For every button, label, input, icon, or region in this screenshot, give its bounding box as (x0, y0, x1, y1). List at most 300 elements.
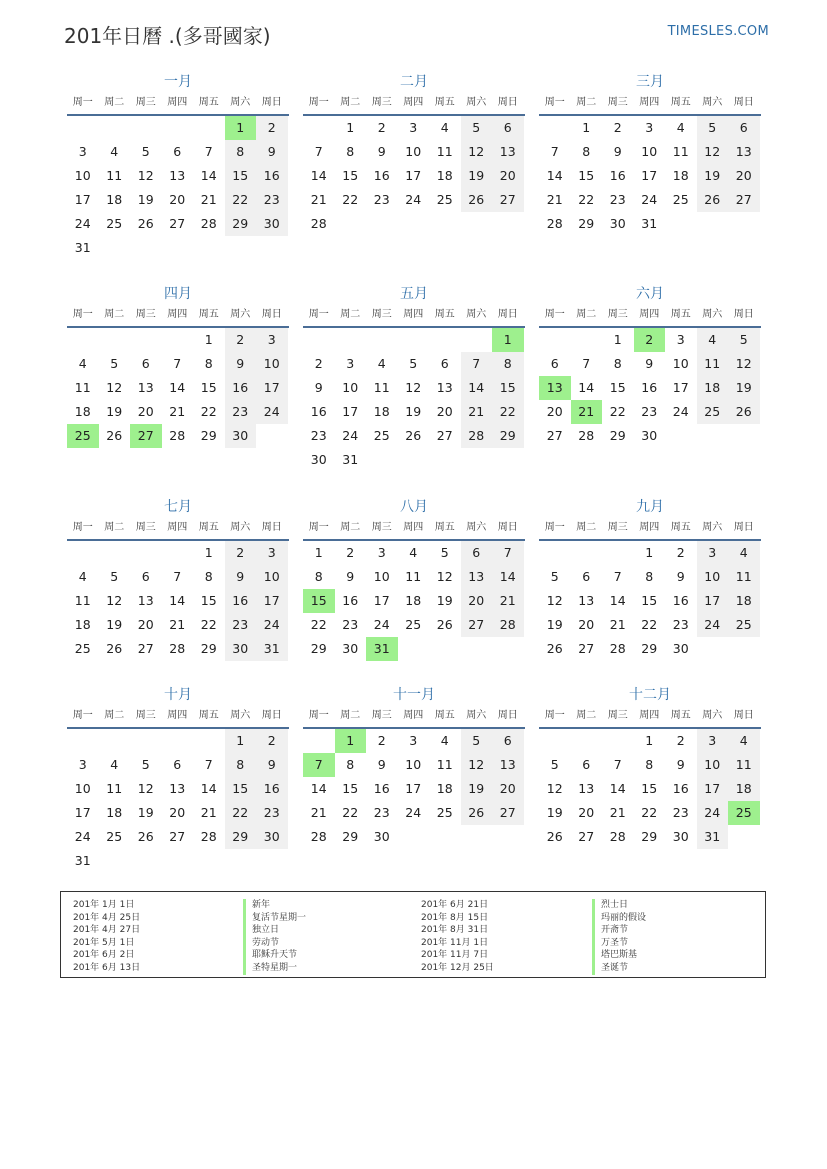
day-cell[interactable]: 6 (440, 356, 449, 371)
day-cell[interactable]: 3 (697, 541, 729, 565)
day-cell[interactable]: 10 (256, 352, 288, 376)
day-cell[interactable]: 3 (409, 733, 418, 748)
day-cell[interactable]: 5 (440, 545, 449, 560)
day-cell[interactable]: 13 (728, 140, 760, 164)
day-cell[interactable]: 19 (137, 805, 154, 820)
day-cell[interactable]: 7 (461, 352, 493, 376)
day-cell[interactable]: 19 (405, 404, 422, 419)
day-cell[interactable]: 15 (342, 168, 359, 183)
day-cell[interactable]: 11 (697, 352, 729, 376)
day-cell[interactable]: 3 (78, 144, 87, 159)
day-cell[interactable]: 21 (609, 617, 626, 632)
day-cell[interactable]: 22 (310, 617, 327, 632)
day-cell[interactable]: 27 (137, 641, 154, 656)
day-cell[interactable]: 25 (106, 216, 123, 231)
day-cell[interactable]: 1 (645, 545, 654, 560)
day-cell[interactable]: 22 (342, 805, 359, 820)
day-cell[interactable]: 20 (578, 805, 595, 820)
day-cell[interactable]: 16 (310, 404, 327, 419)
day-cell[interactable]: 14 (200, 168, 217, 183)
day-cell[interactable]: 19 (106, 404, 123, 419)
day-cell[interactable]: 7 (303, 753, 335, 777)
day-cell[interactable]: 13 (578, 781, 595, 796)
day-cell[interactable]: 26 (461, 188, 493, 212)
day-cell[interactable]: 31 (366, 637, 398, 661)
day-cell[interactable]: 7 (204, 144, 213, 159)
day-cell[interactable]: 4 (78, 356, 87, 371)
day-cell[interactable]: 8 (645, 569, 654, 584)
day-cell[interactable]: 2 (225, 328, 257, 352)
brand-logo[interactable]: TIMESLES.COM (667, 24, 769, 39)
day-cell[interactable]: 19 (697, 164, 729, 188)
day-cell[interactable]: 11 (728, 753, 760, 777)
day-cell[interactable]: 17 (405, 168, 422, 183)
day-cell[interactable]: 31 (74, 240, 91, 255)
day-cell[interactable]: 7 (613, 757, 622, 772)
day-cell[interactable]: 27 (578, 641, 595, 656)
day-cell[interactable]: 28 (609, 829, 626, 844)
day-cell[interactable]: 24 (697, 613, 729, 637)
day-cell[interactable]: 27 (546, 428, 563, 443)
day-cell[interactable]: 27 (578, 829, 595, 844)
day-cell[interactable]: 27 (169, 216, 186, 231)
day-cell[interactable]: 7 (492, 541, 524, 565)
day-cell[interactable]: 19 (461, 164, 493, 188)
day-cell[interactable]: 5 (461, 729, 493, 753)
day-cell[interactable]: 20 (492, 777, 524, 801)
day-cell[interactable]: 18 (373, 404, 390, 419)
day-cell[interactable]: 1 (492, 328, 524, 352)
day-cell[interactable]: 9 (676, 569, 685, 584)
day-cell[interactable]: 29 (492, 424, 524, 448)
day-cell[interactable]: 18 (728, 589, 760, 613)
day-cell[interactable]: 21 (310, 192, 327, 207)
day-cell[interactable]: 1 (225, 729, 257, 753)
day-cell[interactable]: 8 (582, 144, 591, 159)
day-cell[interactable]: 20 (169, 192, 186, 207)
day-cell[interactable]: 16 (342, 593, 359, 608)
day-cell[interactable]: 30 (310, 452, 327, 467)
day-cell[interactable]: 26 (137, 829, 154, 844)
day-cell[interactable]: 1 (225, 116, 257, 140)
day-cell[interactable]: 13 (461, 565, 493, 589)
day-cell[interactable]: 23 (225, 613, 257, 637)
day-cell[interactable]: 26 (405, 428, 422, 443)
day-cell[interactable]: 6 (582, 569, 591, 584)
day-cell[interactable]: 14 (546, 168, 563, 183)
day-cell[interactable]: 4 (78, 569, 87, 584)
day-cell[interactable]: 8 (314, 569, 323, 584)
day-cell[interactable]: 3 (78, 757, 87, 772)
day-cell[interactable]: 13 (436, 380, 453, 395)
day-cell[interactable]: 20 (436, 404, 453, 419)
day-cell[interactable]: 6 (582, 757, 591, 772)
day-cell[interactable]: 6 (550, 356, 559, 371)
day-cell[interactable]: 22 (609, 404, 626, 419)
day-cell[interactable]: 28 (200, 829, 217, 844)
day-cell[interactable]: 1 (204, 332, 213, 347)
day-cell[interactable]: 8 (225, 753, 257, 777)
day-cell[interactable]: 3 (697, 729, 729, 753)
day-cell[interactable]: 4 (676, 120, 685, 135)
day-cell[interactable]: 27 (130, 424, 162, 448)
day-cell[interactable]: 18 (106, 805, 123, 820)
day-cell[interactable]: 10 (697, 565, 729, 589)
day-cell[interactable]: 1 (582, 120, 591, 135)
day-cell[interactable]: 18 (436, 168, 453, 183)
day-cell[interactable]: 26 (436, 617, 453, 632)
day-cell[interactable]: 3 (256, 328, 288, 352)
day-cell[interactable]: 22 (641, 805, 658, 820)
day-cell[interactable]: 8 (492, 352, 524, 376)
day-cell[interactable]: 12 (461, 140, 493, 164)
day-cell[interactable]: 16 (225, 376, 257, 400)
day-cell[interactable]: 22 (200, 617, 217, 632)
day-cell[interactable]: 24 (405, 192, 422, 207)
day-cell[interactable]: 11 (74, 593, 91, 608)
day-cell[interactable]: 13 (539, 376, 571, 400)
day-cell[interactable]: 21 (609, 805, 626, 820)
day-cell[interactable]: 12 (546, 593, 563, 608)
day-cell[interactable]: 28 (546, 216, 563, 231)
day-cell[interactable]: 17 (373, 593, 390, 608)
day-cell[interactable]: 17 (672, 380, 689, 395)
day-cell[interactable]: 10 (342, 380, 359, 395)
day-cell[interactable]: 26 (106, 641, 123, 656)
day-cell[interactable]: 1 (314, 545, 323, 560)
day-cell[interactable]: 17 (74, 805, 91, 820)
day-cell[interactable]: 24 (373, 617, 390, 632)
day-cell[interactable]: 24 (74, 216, 91, 231)
day-cell[interactable]: 25 (728, 801, 760, 825)
day-cell[interactable]: 14 (461, 376, 493, 400)
day-cell[interactable]: 21 (200, 192, 217, 207)
day-cell[interactable]: 22 (578, 192, 595, 207)
day-cell[interactable]: 28 (200, 216, 217, 231)
day-cell[interactable]: 20 (728, 164, 760, 188)
day-cell[interactable]: 18 (405, 593, 422, 608)
day-cell[interactable]: 25 (405, 617, 422, 632)
day-cell[interactable]: 11 (373, 380, 390, 395)
day-cell[interactable]: 19 (546, 617, 563, 632)
day-cell[interactable]: 12 (137, 781, 154, 796)
day-cell[interactable]: 25 (728, 613, 760, 637)
day-cell[interactable]: 14 (310, 781, 327, 796)
day-cell[interactable]: 6 (461, 541, 493, 565)
day-cell[interactable]: 2 (256, 116, 288, 140)
day-cell[interactable]: 12 (546, 781, 563, 796)
day-cell[interactable]: 27 (492, 188, 524, 212)
day-cell[interactable]: 5 (728, 328, 760, 352)
day-cell[interactable]: 11 (106, 168, 123, 183)
day-cell[interactable]: 14 (609, 593, 626, 608)
day-cell[interactable]: 2 (634, 328, 666, 352)
day-cell[interactable]: 13 (137, 380, 154, 395)
day-cell[interactable]: 23 (310, 428, 327, 443)
day-cell[interactable]: 3 (377, 545, 386, 560)
day-cell[interactable]: 29 (641, 829, 658, 844)
day-cell[interactable]: 5 (550, 569, 559, 584)
day-cell[interactable]: 25 (436, 192, 453, 207)
day-cell[interactable]: 18 (74, 617, 91, 632)
day-cell[interactable]: 5 (110, 356, 119, 371)
day-cell[interactable]: 10 (697, 753, 729, 777)
day-cell[interactable]: 2 (377, 120, 386, 135)
day-cell[interactable]: 20 (169, 805, 186, 820)
day-cell[interactable]: 6 (728, 116, 760, 140)
day-cell[interactable]: 30 (256, 212, 288, 236)
day-cell[interactable]: 15 (492, 376, 524, 400)
day-cell[interactable]: 1 (613, 332, 622, 347)
day-cell[interactable]: 7 (613, 569, 622, 584)
day-cell[interactable]: 8 (346, 144, 355, 159)
day-cell[interactable]: 29 (200, 428, 217, 443)
day-cell[interactable]: 15 (342, 781, 359, 796)
day-cell[interactable]: 22 (492, 400, 524, 424)
day-cell[interactable]: 24 (342, 428, 359, 443)
day-cell[interactable]: 12 (106, 380, 123, 395)
day-cell[interactable]: 23 (641, 404, 658, 419)
day-cell[interactable]: 16 (641, 380, 658, 395)
day-cell[interactable]: 25 (74, 641, 91, 656)
day-cell[interactable]: 9 (225, 565, 257, 589)
day-cell[interactable]: 23 (342, 617, 359, 632)
day-cell[interactable]: 30 (672, 829, 689, 844)
day-cell[interactable]: 12 (137, 168, 154, 183)
day-cell[interactable]: 5 (550, 757, 559, 772)
day-cell[interactable]: 19 (436, 593, 453, 608)
day-cell[interactable]: 9 (645, 356, 654, 371)
day-cell[interactable]: 9 (225, 352, 257, 376)
day-cell[interactable]: 8 (346, 757, 355, 772)
day-cell[interactable]: 15 (641, 781, 658, 796)
day-cell[interactable]: 21 (571, 400, 603, 424)
day-cell[interactable]: 21 (169, 404, 186, 419)
day-cell[interactable]: 15 (641, 593, 658, 608)
day-cell[interactable]: 4 (440, 733, 449, 748)
day-cell[interactable]: 1 (346, 120, 355, 135)
day-cell[interactable]: 10 (405, 757, 422, 772)
day-cell[interactable]: 6 (173, 757, 182, 772)
day-cell[interactable]: 2 (676, 733, 685, 748)
day-cell[interactable]: 17 (697, 589, 729, 613)
day-cell[interactable]: 15 (200, 380, 217, 395)
day-cell[interactable]: 9 (346, 569, 355, 584)
day-cell[interactable]: 9 (256, 140, 288, 164)
day-cell[interactable]: 2 (676, 545, 685, 560)
day-cell[interactable]: 1 (204, 545, 213, 560)
day-cell[interactable]: 24 (672, 404, 689, 419)
day-cell[interactable]: 6 (141, 356, 150, 371)
day-cell[interactable]: 17 (74, 192, 91, 207)
day-cell[interactable]: 5 (409, 356, 418, 371)
day-cell[interactable]: 26 (137, 216, 154, 231)
day-cell[interactable]: 8 (204, 356, 213, 371)
day-cell[interactable]: 28 (578, 428, 595, 443)
day-cell[interactable]: 19 (728, 376, 760, 400)
day-cell[interactable]: 14 (578, 380, 595, 395)
day-cell[interactable]: 8 (225, 140, 257, 164)
day-cell[interactable]: 14 (492, 565, 524, 589)
day-cell[interactable]: 12 (405, 380, 422, 395)
day-cell[interactable]: 16 (225, 589, 257, 613)
day-cell[interactable]: 12 (106, 593, 123, 608)
day-cell[interactable]: 11 (106, 781, 123, 796)
day-cell[interactable]: 28 (169, 641, 186, 656)
day-cell[interactable]: 20 (578, 617, 595, 632)
day-cell[interactable]: 8 (645, 757, 654, 772)
day-cell[interactable]: 4 (440, 120, 449, 135)
day-cell[interactable]: 7 (550, 144, 559, 159)
day-cell[interactable]: 24 (697, 801, 729, 825)
day-cell[interactable]: 4 (377, 356, 386, 371)
day-cell[interactable]: 29 (609, 428, 626, 443)
day-cell[interactable]: 28 (609, 641, 626, 656)
day-cell[interactable]: 23 (256, 801, 288, 825)
day-cell[interactable]: 21 (169, 617, 186, 632)
day-cell[interactable]: 20 (137, 617, 154, 632)
day-cell[interactable]: 4 (728, 541, 760, 565)
day-cell[interactable]: 7 (173, 569, 182, 584)
day-cell[interactable]: 15 (225, 164, 257, 188)
day-cell[interactable]: 16 (672, 593, 689, 608)
day-cell[interactable]: 14 (310, 168, 327, 183)
day-cell[interactable]: 3 (256, 541, 288, 565)
day-cell[interactable]: 19 (461, 777, 493, 801)
day-cell[interactable]: 2 (377, 733, 386, 748)
day-cell[interactable]: 18 (672, 168, 689, 183)
day-cell[interactable]: 21 (461, 400, 493, 424)
day-cell[interactable]: 22 (225, 801, 257, 825)
day-cell[interactable]: 9 (676, 757, 685, 772)
day-cell[interactable]: 20 (461, 589, 493, 613)
day-cell[interactable]: 31 (641, 216, 658, 231)
day-cell[interactable]: 5 (697, 116, 729, 140)
day-cell[interactable]: 5 (141, 144, 150, 159)
day-cell[interactable]: 11 (672, 144, 689, 159)
day-cell[interactable]: 14 (169, 593, 186, 608)
day-cell[interactable]: 21 (492, 589, 524, 613)
day-cell[interactable]: 22 (225, 188, 257, 212)
day-cell[interactable]: 25 (106, 829, 123, 844)
day-cell[interactable]: 11 (74, 380, 91, 395)
day-cell[interactable]: 22 (342, 192, 359, 207)
day-cell[interactable]: 22 (200, 404, 217, 419)
day-cell[interactable]: 16 (373, 781, 390, 796)
day-cell[interactable]: 13 (578, 593, 595, 608)
day-cell[interactable]: 12 (436, 569, 453, 584)
day-cell[interactable]: 29 (342, 829, 359, 844)
day-cell[interactable]: 29 (641, 641, 658, 656)
day-cell[interactable]: 30 (373, 829, 390, 844)
day-cell[interactable]: 8 (613, 356, 622, 371)
day-cell[interactable]: 25 (436, 805, 453, 820)
day-cell[interactable]: 16 (256, 164, 288, 188)
day-cell[interactable]: 29 (578, 216, 595, 231)
day-cell[interactable]: 10 (74, 781, 91, 796)
day-cell[interactable]: 23 (672, 617, 689, 632)
day-cell[interactable]: 9 (256, 753, 288, 777)
day-cell[interactable]: 25 (672, 192, 689, 207)
day-cell[interactable]: 11 (728, 565, 760, 589)
day-cell[interactable]: 9 (377, 144, 386, 159)
day-cell[interactable]: 17 (342, 404, 359, 419)
day-cell[interactable]: 18 (436, 781, 453, 796)
day-cell[interactable]: 26 (546, 829, 563, 844)
day-cell[interactable]: 31 (74, 853, 91, 868)
day-cell[interactable]: 16 (373, 168, 390, 183)
day-cell[interactable]: 22 (641, 617, 658, 632)
day-cell[interactable]: 17 (256, 589, 288, 613)
day-cell[interactable]: 13 (492, 753, 524, 777)
day-cell[interactable]: 9 (314, 380, 323, 395)
day-cell[interactable]: 28 (461, 424, 493, 448)
day-cell[interactable]: 28 (169, 428, 186, 443)
day-cell[interactable]: 10 (373, 569, 390, 584)
day-cell[interactable]: 2 (346, 545, 355, 560)
day-cell[interactable]: 17 (256, 376, 288, 400)
day-cell[interactable]: 16 (609, 168, 626, 183)
day-cell[interactable]: 18 (697, 376, 729, 400)
day-cell[interactable]: 17 (697, 777, 729, 801)
day-cell[interactable]: 2 (256, 729, 288, 753)
day-cell[interactable]: 20 (137, 404, 154, 419)
day-cell[interactable]: 9 (613, 144, 622, 159)
day-cell[interactable]: 16 (672, 781, 689, 796)
day-cell[interactable]: 27 (436, 428, 453, 443)
day-cell[interactable]: 3 (409, 120, 418, 135)
day-cell[interactable]: 30 (672, 641, 689, 656)
day-cell[interactable]: 15 (200, 593, 217, 608)
day-cell[interactable]: 4 (110, 757, 119, 772)
day-cell[interactable]: 6 (492, 116, 524, 140)
day-cell[interactable]: 30 (225, 424, 257, 448)
day-cell[interactable]: 20 (546, 404, 563, 419)
day-cell[interactable]: 23 (373, 192, 390, 207)
day-cell[interactable]: 8 (204, 569, 213, 584)
day-cell[interactable]: 4 (110, 144, 119, 159)
day-cell[interactable]: 23 (256, 188, 288, 212)
day-cell[interactable]: 3 (346, 356, 355, 371)
day-cell[interactable]: 12 (728, 352, 760, 376)
day-cell[interactable]: 24 (405, 805, 422, 820)
day-cell[interactable]: 6 (141, 569, 150, 584)
day-cell[interactable]: 30 (641, 428, 658, 443)
day-cell[interactable]: 2 (613, 120, 622, 135)
day-cell[interactable]: 28 (310, 829, 327, 844)
day-cell[interactable]: 14 (200, 781, 217, 796)
day-cell[interactable]: 19 (137, 192, 154, 207)
day-cell[interactable]: 17 (641, 168, 658, 183)
day-cell[interactable]: 13 (169, 168, 186, 183)
day-cell[interactable]: 30 (342, 641, 359, 656)
day-cell[interactable]: 1 (335, 729, 367, 753)
day-cell[interactable]: 4 (697, 328, 729, 352)
day-cell[interactable]: 26 (728, 400, 760, 424)
day-cell[interactable]: 5 (141, 757, 150, 772)
day-cell[interactable]: 4 (728, 729, 760, 753)
day-cell[interactable]: 30 (225, 637, 257, 661)
day-cell[interactable]: 3 (676, 332, 685, 347)
day-cell[interactable]: 24 (74, 829, 91, 844)
day-cell[interactable]: 10 (672, 356, 689, 371)
day-cell[interactable]: 2 (225, 541, 257, 565)
day-cell[interactable]: 6 (492, 729, 524, 753)
day-cell[interactable]: 29 (225, 825, 257, 849)
day-cell[interactable]: 19 (546, 805, 563, 820)
day-cell[interactable]: 29 (225, 212, 257, 236)
day-cell[interactable]: 27 (169, 829, 186, 844)
